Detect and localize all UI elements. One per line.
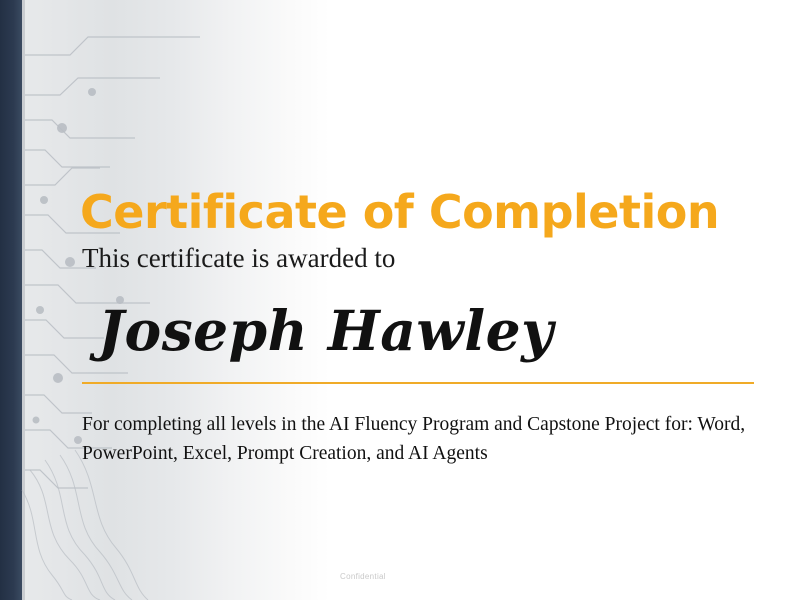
page-title: Certificate of Completion [80,185,720,239]
certificate-content [80,0,780,600]
award-subtitle: This certificate is awarded to [82,243,396,273]
recipient-name: Joseph Hawley [98,298,554,363]
footer-confidential-note: Confidential [340,572,386,581]
completion-description: For completing all levels in the AI Fluency Program and Capstone Project for: Word, PowerPoint, Excel, Prompt Creation, and AI Agents [82,414,746,464]
gold-divider-rule [82,382,754,384]
